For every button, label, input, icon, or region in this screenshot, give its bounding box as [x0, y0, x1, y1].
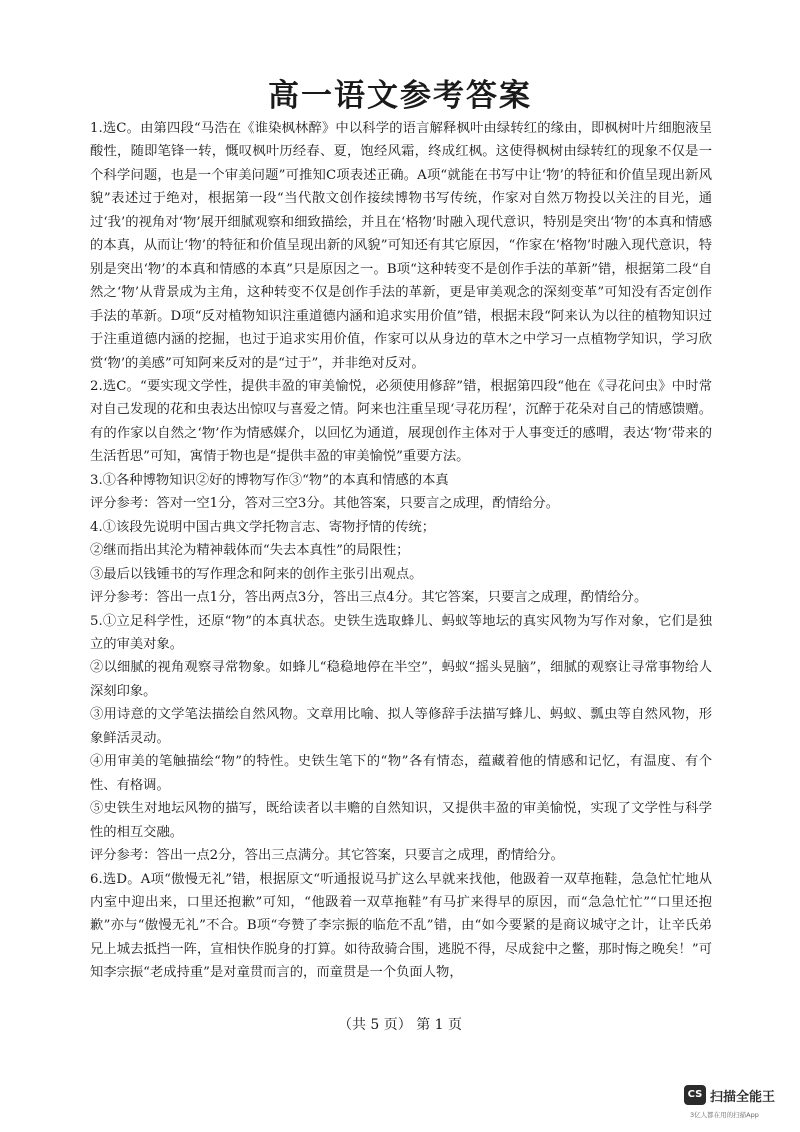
scoring-note-4: 评分参考：答出一点1分，答出两点3分，答出三点4分。其它答案，只要言之成理，酌情给分。: [90, 590, 648, 606]
answer-4-point-3: ③最后以钱锺书的写作理念和阿来的创作主张引出观点。: [90, 566, 423, 582]
scanner-brand: 扫描全能王: [710, 1090, 776, 1105]
scoring-note-3: 评分参考：答对一空1分，答对三空3分。其他答案，只要言之成理，酌情给分。: [90, 496, 560, 512]
scoring-note-5: 评分参考：答出一点2分，答出三点满分。其它答案，只要言之成理，酌情给分。: [90, 848, 564, 864]
answer-5-point-1: 5.①立足科学性，还原“物”的本真状态。史铁生选取蜂儿、蚂蚁等地坛的真实风物为写作对象，它们是独立的审美对象。: [90, 613, 712, 652]
answer-2: 2.选C。“要实现文学性，提供丰盈的审美愉悦，必须使用修辞”错，根据第四段“他在《寻花问虫》中时常对自己发现的花和虫表达出惊叹与喜爱之情。阿来也注重呈现‘寻花历程’，沉醉于花朵对自己的情感馈赠。有的作家以自然之‘物’作为情感媒介，以回忆为通道，展现创作主体对于人事变迁的感喟，表达‘物’带来的生活哲思”可知，寓情于物也是“提供丰盈的审美愉悦”重要方法。: [90, 378, 712, 465]
scanner-watermark: [684, 1085, 794, 1125]
camscanner-logo-icon: CS: [684, 1085, 706, 1105]
answer-1: 1.选C。由第四段“马浩在《谁染枫林醉》中以科学的语言解释枫叶由绿转红的缘由，即枫树叶片细胞液呈酸性，随即笔锋一转，慨叹枫叶历经春、夏，饱经风霜，终成红枫。这使得枫树由绿转红的现象不仅是一个科学问题，也是一个审美问题”可推知C项表述正确。A项“就能在书写中让‘物’的特征和价值呈现出新风貌”表述过于绝对，根据第一段“当代散文创作接续博物书写传统，作家对自然万物投以关注的目光，通过‘我’的视角对‘物’展开细腻观察和细致描绘，并且在‘格物’时融入现代意识，特别是突出‘物’的本真和情感的本真，从而让‘物’的特征和价值呈现出新的风貌”可知还有其它原因，“作家在‘格物’时融入现代意识，特别是突出‘物’的本真和情感的本真”只是原因之一。B项“这种转变不是创作手法的革新”错，根据第二段“自然之‘物’从背景成为主角，这种转变不仅是创作手法的革新，更是审美观念的深刻变革”可知没有否定创作手法的革新。D项“反对植物知识注重道德内涵和追求实用价值”错，根据末段“阿来认为以往的植物知识过于注重道德内涵的挖掘，也过于追求实用价值，作家可以从身边的草木之中学习一点植物学知识，学习欣赏‘物’的美感”可知阿来反对的是“过于”，并非绝对反对。: [90, 121, 712, 371]
answer-5-point-3: ③用诗意的文学笔法描绘自然风物。文章用比喻、拟人等修辞手法描写蜂儿、蚂蚁、瓢虫等自然风物，形象鲜活灵动。: [90, 707, 712, 746]
scanner-slogan: 3亿人都在用的扫描App: [690, 1111, 759, 1119]
answer-4-point-2: ②继而指出其沦为精神载体而“失去本真性”的局限性；: [90, 543, 410, 559]
answer-6: 6.选D。A项“傲慢无礼”错，根据原文“听通报说马扩这么早就来找他，他趿着一双草拖鞋，急急忙忙地从内室中迎出来，口里还抱歉”可知，“他趿着一双草拖鞋”有马扩来得早的原因，而“急急忙忙”“口里还抱歉”亦与“傲慢无礼”不合。B项“夸赞了李宗振的临危不乱”错，由“如今要紧的是商议城守之计，让辛氏弟兄上城去抵挡一阵，宣相快作脱身的打算。如待敌骑合围，逃脱不得，尽成瓮中之鳖，那时悔之晚矣！”可知李宗振“老成持重”是对童贯而言的，而童贯是一个负面人物，: [90, 871, 712, 981]
answer-3: 3.①各种博物知识②好的博物写作③“物”的本真和情感的本真: [90, 472, 449, 488]
answer-5-point-2: ②以细腻的视角观察寻常物象。如蜂儿“稳稳地停在半空”，蚂蚁“摇头晃脑”，细腻的观察让寻常事物给人深刻印象。: [90, 660, 712, 699]
answer-4-point-1: 4.①该段先说明中国古典文学托物言志、寄物抒情的传统；: [90, 519, 436, 535]
answer-body: [90, 117, 712, 985]
answer-5-point-4: ④用审美的笔触描绘“物”的特性。史铁生笔下的“物”各有情态，蕴藏着他的情感和记忆，有温度、有个性、有格调。: [90, 754, 712, 793]
answer-5-point-5: ⑤史铁生对地坛风物的描写，既给读者以丰赡的自然知识，又提供丰盈的审美愉悦，实现了文学性与科学性的相互交融。: [90, 801, 712, 840]
page-title: 高一语文参考答案: [268, 78, 532, 114]
page-footer: （共 5 页） 第 1 页: [337, 1017, 463, 1033]
